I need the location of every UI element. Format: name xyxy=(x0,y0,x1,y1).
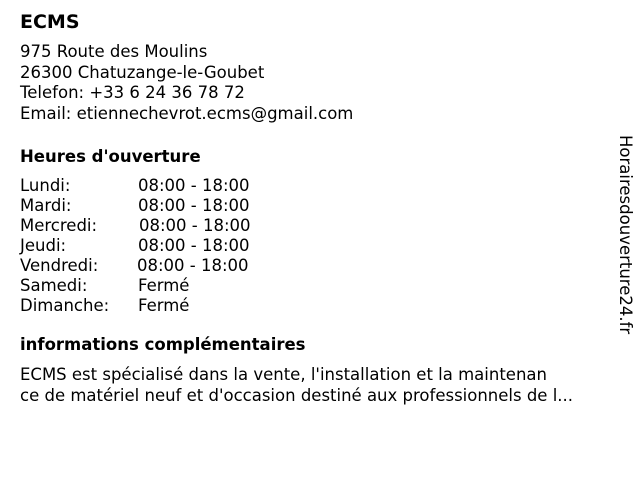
hours-table xyxy=(20,176,610,316)
day-label: Mercredi: xyxy=(20,216,98,235)
business-card xyxy=(20,10,610,406)
phone-line: Telefon: +33 6 24 36 78 72 xyxy=(20,83,245,102)
time-value: 08:00 - 18:00 xyxy=(138,176,250,195)
hours-row-saturday xyxy=(20,276,610,296)
hours-row-tuesday xyxy=(20,196,610,216)
time-value: 08:00 - 18:00 xyxy=(138,196,250,215)
hours-heading: Heures d'ouverture xyxy=(20,147,201,166)
site-watermark-text: Horairesdouverture24.fr xyxy=(616,135,635,335)
day-label: Lundi: xyxy=(20,176,71,195)
day-label: Vendredi: xyxy=(20,256,99,275)
day-label: Mardi: xyxy=(20,196,72,215)
day-label: Jeudi: xyxy=(20,236,67,255)
hours-row-wednesday xyxy=(20,216,610,236)
description-line: ECMS est spécialisé dans la vente, l'installation et la maintenan xyxy=(20,365,547,384)
hours-row-friday xyxy=(20,256,610,276)
info-heading: informations complémentaires xyxy=(20,335,306,354)
email-line: Email: etiennechevrot.ecms@gmail.com xyxy=(20,103,354,123)
time-value: Fermé xyxy=(138,276,190,295)
day-label: Dimanche: xyxy=(20,296,110,315)
address-city: 26300 Chatuzange-le-Goubet xyxy=(20,62,265,82)
time-value: 08:00 - 18:00 xyxy=(139,216,251,235)
time-value: 08:00 - 18:00 xyxy=(137,256,249,275)
time-value: 08:00 - 18:00 xyxy=(138,236,250,255)
hours-row-monday xyxy=(20,176,610,196)
address-street: 975 Route des Moulins xyxy=(20,42,208,61)
hours-row-sunday xyxy=(20,296,610,316)
business-name: ECMS xyxy=(20,11,80,33)
business-description xyxy=(20,365,610,406)
time-value: Fermé xyxy=(138,296,190,315)
description-line: ce de matériel neuf et d'occasion destiné aux professionnels de l... xyxy=(20,385,574,405)
day-label: Samedi: xyxy=(20,276,88,295)
hours-row-thursday xyxy=(20,236,610,256)
